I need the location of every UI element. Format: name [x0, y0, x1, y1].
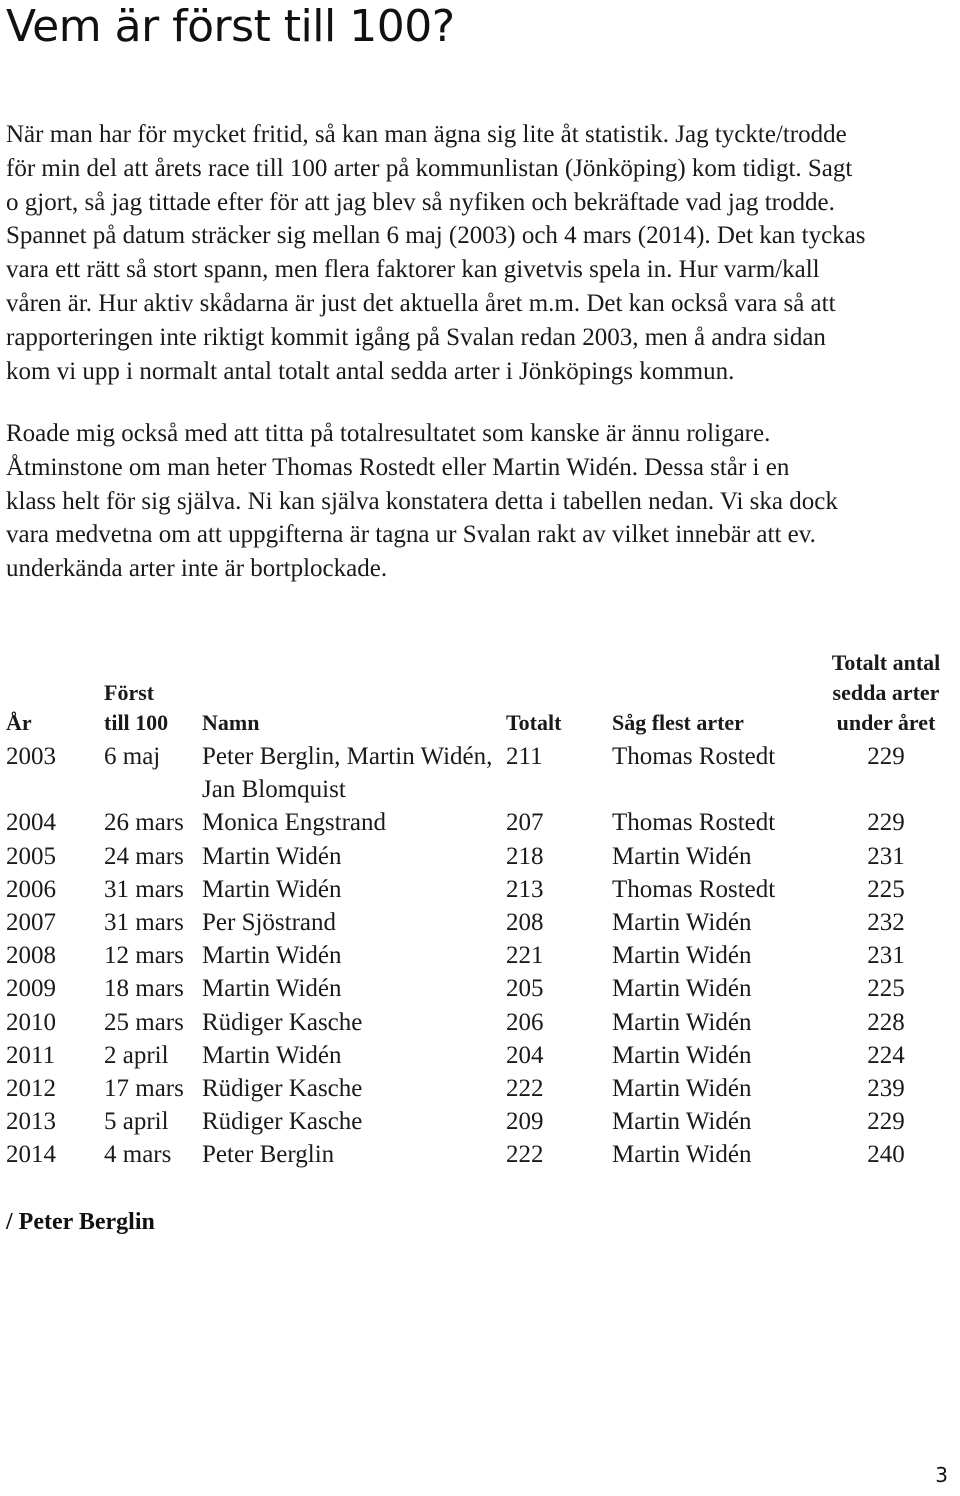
cell-year: 2013 [6, 1108, 56, 1136]
cell-most-species: Thomas Rostedt [612, 875, 776, 903]
table-row [6, 1138, 956, 1171]
text-line: När man har för mycket fritid, så kan man ägna sig lite åt statistik. Jag tyckte/trodde [6, 121, 847, 148]
header-name: Namn [202, 710, 260, 735]
cell-total-species-year: 225 [867, 975, 905, 1003]
text-line: vara medvetna om att uppgifterna är tagna ur Svalan rakt av vilket innebär att ev. [6, 521, 816, 549]
cell-first-to-100: 12 mars [104, 942, 184, 970]
table-row [6, 1006, 956, 1039]
cell-name: Martin Widén [202, 1041, 342, 1069]
intro-paragraph [6, 118, 956, 388]
table-row [6, 1105, 956, 1138]
cell-name: Martin Widén [202, 975, 342, 1003]
header-first-to-100: Först till 100 [104, 680, 169, 735]
page-title: Vem är först till 100? [6, 1, 455, 52]
cell-most-species: Martin Widén [612, 1041, 752, 1069]
cell-most-species: Martin Widén [612, 1141, 752, 1169]
cell-total: 207 [506, 809, 544, 837]
cell-first-to-100: 17 mars [104, 1075, 184, 1103]
cell-most-species: Martin Widén [612, 942, 752, 970]
table-row [6, 939, 956, 972]
table-row [6, 1072, 956, 1105]
cell-year: 2007 [6, 909, 56, 937]
cell-year: 2003 [6, 743, 56, 770]
cell-first-to-100: 26 mars [104, 809, 184, 837]
cell-most-species: Martin Widén [612, 909, 752, 937]
cell-total-species-year: 224 [867, 1041, 905, 1069]
table-row [6, 806, 956, 839]
cell-total: 213 [506, 875, 544, 903]
cell-first-to-100: 31 mars [104, 909, 184, 937]
table-header-row [6, 648, 956, 740]
cell-name: Rüdiger Kasche [202, 1108, 363, 1136]
text-line: för min del att årets race till 100 arter på kommunlistan (Jönköping) kom tidigt. Sagt [6, 154, 853, 182]
text-line: klass helt för sig själva. Ni kan själva konstatera detta i tabellen nedan. Vi ska dock [6, 487, 838, 515]
cell-name: Martin Widén [202, 942, 342, 970]
cell-year: 2010 [6, 1008, 56, 1036]
cell-year: 2006 [6, 875, 56, 903]
cell-name: Peter Berglin, Martin Widén, Jan Blomquist [202, 743, 493, 804]
cell-name: Rüdiger Kasche [202, 1075, 363, 1103]
cell-total-species-year: 229 [867, 743, 905, 770]
table-row [6, 1039, 956, 1072]
cell-first-to-100: 6 maj [104, 743, 161, 770]
cell-total: 208 [506, 909, 544, 937]
table-row [6, 740, 956, 806]
cell-most-species: Martin Widén [612, 1108, 752, 1136]
cell-year: 2004 [6, 809, 56, 837]
cell-total-species-year: 232 [867, 909, 905, 937]
header-most-species: Såg flest arter [612, 710, 744, 735]
cell-year: 2005 [6, 842, 56, 870]
cell-first-to-100: 25 mars [104, 1008, 184, 1036]
text-line: våren är. Hur aktiv skådarna är just det aktuella året m.m. Det kan också vara så att [6, 289, 836, 317]
cell-most-species: Martin Widén [612, 1075, 752, 1103]
table-body [6, 740, 956, 1172]
cell-year: 2014 [6, 1141, 56, 1169]
text-line: o gjort, så jag tittade efter för att jag blev så nyfiken och bekräftade vad jag trodde. [6, 188, 835, 216]
table-row [6, 840, 956, 873]
cell-total: 218 [506, 842, 544, 870]
cell-most-species: Thomas Rostedt [612, 743, 776, 770]
table-row [6, 906, 956, 939]
cell-total: 222 [506, 1075, 544, 1103]
table-row [6, 873, 956, 906]
cell-total: 211 [506, 743, 543, 770]
cell-most-species: Martin Widén [612, 842, 752, 870]
header-total-species-year: Totalt antal sedda arter under året [831, 650, 941, 735]
cell-total: 204 [506, 1041, 544, 1069]
page-number: 3 [935, 1463, 948, 1487]
text-line: kom vi upp i normalt antal totalt antal sedda arter i Jönköpings kommun. [6, 357, 735, 385]
text-line: underkända arter inte är bortplockade. [6, 555, 388, 583]
cell-most-species: Martin Widén [612, 975, 752, 1003]
cell-name: Per Sjöstrand [202, 909, 337, 937]
cell-first-to-100: 24 mars [104, 842, 184, 870]
cell-total: 221 [506, 942, 544, 970]
cell-first-to-100: 2 april [104, 1041, 169, 1069]
cell-total-species-year: 225 [867, 875, 905, 903]
cell-name: Martin Widén [202, 875, 342, 903]
cell-total-species-year: 239 [867, 1075, 905, 1103]
header-total: Totalt [506, 710, 562, 735]
cell-year: 2012 [6, 1075, 56, 1103]
results-paragraph [6, 417, 956, 586]
cell-total-species-year: 229 [867, 809, 905, 837]
cell-most-species: Martin Widén [612, 1008, 752, 1036]
cell-year: 2009 [6, 975, 56, 1003]
cell-total-species-year: 231 [867, 842, 905, 870]
cell-year: 2008 [6, 942, 56, 970]
cell-total: 222 [506, 1141, 544, 1169]
signature: / Peter Berglin [6, 1209, 155, 1235]
cell-name: Monica Engstrand [202, 809, 386, 837]
cell-total: 206 [506, 1008, 544, 1036]
cell-name: Peter Berglin [202, 1141, 335, 1169]
header-year: År [6, 710, 32, 735]
cell-total: 205 [506, 975, 544, 1003]
text-line: Roade mig också med att titta på totalresultatet som kanske är ännu roligare. [6, 420, 771, 447]
statistics-table [6, 648, 956, 1172]
cell-first-to-100: 5 april [104, 1108, 169, 1136]
cell-total-species-year: 240 [867, 1141, 905, 1169]
cell-year: 2011 [6, 1041, 56, 1069]
cell-name: Martin Widén [202, 842, 342, 870]
cell-total-species-year: 231 [867, 942, 905, 970]
cell-first-to-100: 31 mars [104, 875, 184, 903]
text-line: Åtminstone om man heter Thomas Rostedt eller Martin Widén. Dessa står i en [6, 453, 790, 481]
cell-first-to-100: 4 mars [104, 1141, 172, 1169]
cell-most-species: Thomas Rostedt [612, 809, 776, 837]
cell-name: Rüdiger Kasche [202, 1008, 363, 1036]
cell-total-species-year: 229 [867, 1108, 905, 1136]
text-line: rapporteringen inte riktigt kommit igång på Svalan redan 2003, men å andra sidan [6, 323, 826, 351]
cell-total: 209 [506, 1108, 544, 1136]
cell-total-species-year: 228 [867, 1008, 905, 1036]
text-line: vara ett rätt så stort spann, men flera faktorer kan givetvis spela in. Hur varm/kall [6, 256, 820, 284]
table-row [6, 972, 956, 1005]
text-line: Spannet på datum sträcker sig mellan 6 maj (2003) och 4 mars (2014). Det kan tyckas [6, 222, 866, 250]
cell-first-to-100: 18 mars [104, 975, 184, 1003]
